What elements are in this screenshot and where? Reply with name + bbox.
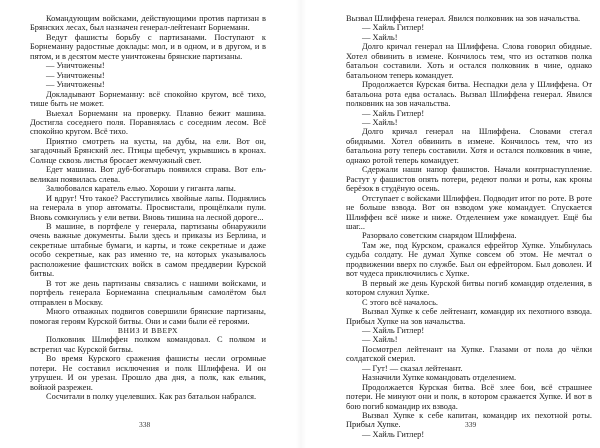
dialog-line: — Хайль Гитлер! bbox=[362, 108, 425, 118]
book-gutter bbox=[296, 0, 306, 448]
paragraph: Выехал Борнеманн на проверку. Плавно бежит машина. Достигла соседнего поля. Поравнялась с соседним лесом. Всё спокойно кругом. Всё тихо. bbox=[30, 108, 266, 137]
dialog-line: — Хайль! bbox=[362, 335, 398, 345]
page-number-left: 338 bbox=[139, 420, 151, 429]
page-number-right: 339 bbox=[465, 420, 477, 429]
paragraph: Вызвал Хупке к себе капитан, командир их пехотной роты. Прибыл Хупке. bbox=[346, 411, 592, 430]
left-page bbox=[30, 14, 266, 402]
paragraph: Долго кричал генерал на Шлиффена. Слова говорил обидные. Хотел обвинить в измене. Кончилось тем, что из остатков полка батальон составили. Хоть и остался полковник в чине, однако батальоном теперь командует. bbox=[346, 42, 592, 80]
paragraph: Продолжается Курская битва. Всё злее бои, всё страшнее потери. Не минуют они и полк, в котором сражается Хупке. И вот в бою погиб командир их взвода. bbox=[346, 382, 592, 411]
dialog-line: — Уничтожены! bbox=[46, 80, 105, 90]
dialog-line: — Хайль Гитлер! bbox=[362, 325, 425, 335]
paragraph: Там же, под Курском, сражался ефрейтор Хупке. Улыбнулась судьба солдату. Не думал Хупке совсем об этом. Не мечтал о продвижении вверх по службе. Был он ефрейтором. Был доволен. И вот чудеса приключились с Хупке. bbox=[346, 240, 592, 279]
paragraph: Приятно смотреть на кусты, на дубы, на ели. Вот он, загадочный Брянский лес. Птицы щебечут, укрывшись в кронах. Солнце сквозь листья бросает жемчужный свет. bbox=[30, 136, 266, 165]
paragraph: Вызвал Хупке к себе лейтенант, командир их пехотного взвода. Прибыл Хупке на зов начальства. bbox=[346, 307, 592, 326]
dialog-line: — Хайль Гитлер! bbox=[362, 23, 425, 33]
dialog-line: — Хайль! bbox=[362, 32, 398, 42]
paragraph: Докладывают Борнеманну: всё спокойно кругом, всё тихо, тише быть не может. bbox=[30, 89, 266, 109]
paragraph: Продолжается Курская битва. Неспадки дела у Шлиффена. От батальона рота едва осталась. Вызвал Шлиффена генерал. Явился полковник на зов начальства. bbox=[346, 80, 592, 109]
dialog-line: — Хайль! bbox=[362, 117, 398, 127]
paragraph: Посмотрел лейтенант на Хупке. Глазами от пола до чёлки солдатской смерил. bbox=[346, 344, 592, 364]
paragraph: Назначили Хупке командовать отделением. bbox=[362, 373, 517, 383]
paragraph: Залюбовался каратель елью. Хороши у гиганта лапы. bbox=[46, 184, 236, 194]
paragraph: Сдержали наши напор фашистов. Начали контрнаступление. Растут у фашистов опять потери, редеют полки и роты, как кроны берёзок в студёную осень. bbox=[346, 165, 592, 194]
section-title: ВНИЗ И ВВЕРХ bbox=[117, 325, 179, 335]
paragraph: Разорвало советским снарядом Шлиффена. bbox=[362, 231, 517, 241]
paragraph: Во время Курского сражения фашисты несли огромные потери. Не составил исключения и полк Шлиффена. И он утрушен. И он урезан. Прошло два дня, а полк, как ельник, войной разрежен. bbox=[30, 354, 266, 392]
paragraph: Долго кричал генерал на Шлиффена. Словами стегал обидными. Хотел обвинить в измене. Кончилось тем, что из батальона роту теперь составили. Хотя и остался полковник в чине, однако ротой теперь командует. bbox=[346, 127, 592, 165]
paragraph: С этого всё началось. bbox=[362, 297, 439, 307]
paragraph: Едет машина. Вот дуб-богатырь появился справа. Вот ель-великан появилась слева. bbox=[30, 165, 266, 184]
dialog-line: — Уничтожены! bbox=[46, 70, 105, 80]
dialog-line: — Хайль Гитлер! bbox=[362, 429, 425, 439]
paragraph: В первый же день Курской битвы погиб командир отделения, в котором служил Хупке. bbox=[346, 278, 592, 298]
paragraph: В машине, в портфеле у генерала, партизаны обнаружили очень важные документы. Были здесь и приказы из Берлина, и секретные штабные бумаги, и карты, и тоже секретные и даже особо секретные, как раз именно те, на которых указывалось расположение фашистских войск в самом преддверии Курской битвы. bbox=[30, 221, 266, 279]
right-page bbox=[346, 14, 592, 439]
dialog-line: — Гут! — сказал лейтенант. bbox=[362, 363, 463, 373]
paragraph: И вдруг! Что такое? Расступились хвойные лапы. Поднялись на генерала в упор автоматы. Просвистали, прощёлкали пули. Вновь сомкнулись у ели ветви. Вновь тишина на лесной дороге... bbox=[30, 193, 266, 222]
paragraph: Отступает с войсками Шлиффен. Подводит итог по роте. В роте не больше взвода. Вот он взводом уже командует. Спускается Шлиффен всё ниже и ниже. Отделением уже командует. Ещё бы шаг... bbox=[346, 193, 592, 231]
paragraph: Командующим войсками, действующими против партизан в Брянских лесах, был назначен генерал-лейтенант Борнеманн. bbox=[30, 14, 266, 33]
paragraph: Сосчитали в полку уцелевших. Как раз батальон набрался. bbox=[46, 392, 257, 402]
paragraph: Ведут фашисты борьбу с партизанами. Поступают к Борнеманну радостные доклады: мол, и в одном, и в другом, и в пятом, и в десятом месте уничтожены брянские партизаны. bbox=[30, 32, 266, 61]
paragraph: В тот же день партизаны связались с нашими войсками, и портфель генерала Борнеманна специальным самолётом был отправлен в Москву. bbox=[30, 278, 266, 307]
paragraph: Много отважных подвигов совершили брянские партизаны, помогая героям Курской битвы. Они и сами были её героями. bbox=[30, 307, 266, 326]
dialog-line: — Уничтожены! bbox=[46, 61, 105, 71]
paragraph: Полковник Шлиффен полком командовал. С полком и встретил час Курской битвы. bbox=[30, 335, 266, 354]
paragraph: Вызвал Шлиффена генерал. Явился полковник на зов начальства. bbox=[346, 14, 581, 23]
